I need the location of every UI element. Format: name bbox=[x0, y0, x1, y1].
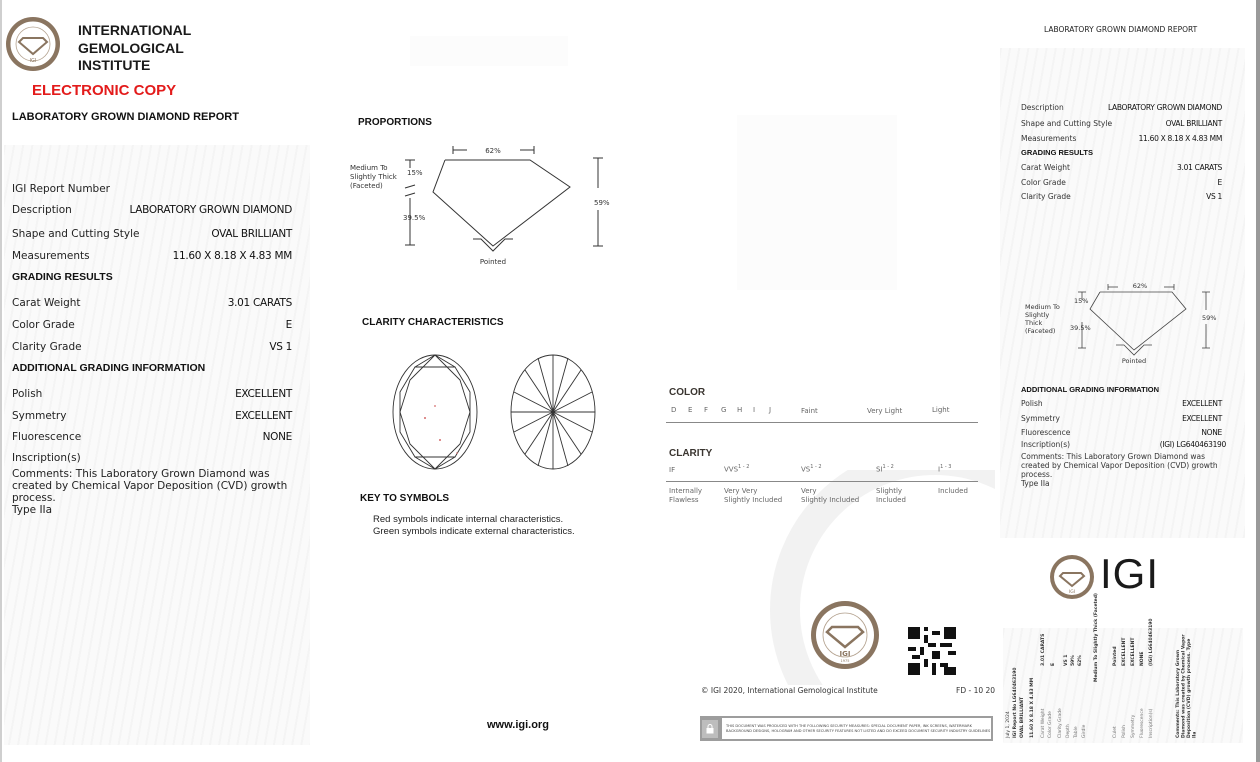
clarity-plot-diagrams bbox=[390, 350, 610, 475]
igi-wordmark: IGI bbox=[1100, 550, 1160, 597]
right-culet-label: Pointed bbox=[1121, 357, 1147, 365]
row-polish bbox=[12, 388, 292, 400]
code: I bbox=[938, 465, 941, 474]
qr-code[interactable] bbox=[908, 627, 956, 675]
right-girdle-line-3: Thick bbox=[1025, 319, 1043, 327]
right-girdle-line-2: Slightly bbox=[1025, 311, 1050, 319]
value: NONE bbox=[1201, 428, 1222, 437]
line: Internally bbox=[669, 487, 703, 495]
right-girdle-line-1: Medium To bbox=[1025, 303, 1060, 311]
wallet-label-table: Table bbox=[1074, 726, 1079, 738]
value: NONE bbox=[262, 431, 292, 443]
label: Fluorescence bbox=[12, 431, 82, 443]
clarity-desc-si bbox=[876, 487, 906, 504]
svg-text:IGI: IGI bbox=[1068, 590, 1076, 595]
svg-text:IGI: IGI bbox=[29, 58, 37, 64]
row-carat bbox=[12, 297, 292, 309]
value: EXCELLENT bbox=[235, 410, 292, 422]
line: Slightly Included bbox=[801, 495, 860, 504]
label: Color Grade bbox=[12, 319, 75, 331]
clarity-scale-divider bbox=[666, 481, 978, 482]
clarity-characteristics-heading: CLARITY CHARACTERISTICS bbox=[362, 317, 504, 328]
color-grade-d: D bbox=[671, 406, 677, 414]
page-left-edge bbox=[0, 0, 2, 762]
sup: 1 - 2 bbox=[882, 464, 894, 470]
row-description bbox=[12, 204, 292, 216]
value: 3.01 CARATS bbox=[227, 297, 292, 309]
right-depth-percent: 59% bbox=[1202, 314, 1217, 322]
table-percent: 62% bbox=[485, 147, 501, 155]
value: OVAL BRILLIANT bbox=[211, 228, 292, 240]
value: OVAL BRILLIANT bbox=[1165, 119, 1222, 128]
code: VS bbox=[801, 465, 811, 474]
wallet-value-color: E bbox=[1051, 662, 1056, 666]
wallet-value-culet: Pointed bbox=[1113, 646, 1118, 666]
pavilion-percent: 39.5% bbox=[403, 214, 426, 222]
inclusion-markers bbox=[424, 405, 458, 454]
label: Carat Weight bbox=[12, 297, 81, 309]
right-row-symmetry bbox=[1021, 414, 1222, 423]
inscriptions-label: Inscription(s) bbox=[12, 452, 81, 464]
row-fluorescence bbox=[12, 431, 292, 443]
label: Polish bbox=[1021, 399, 1043, 408]
code: IF bbox=[669, 466, 676, 474]
label: Description bbox=[1021, 103, 1064, 112]
value: EXCELLENT bbox=[235, 388, 292, 400]
line: Included bbox=[938, 487, 968, 495]
label: Shape and Cutting Style bbox=[1021, 119, 1113, 128]
line: Slightly Included bbox=[724, 495, 783, 504]
label: Color Grade bbox=[1021, 178, 1066, 187]
clarity-desc-i bbox=[938, 487, 968, 496]
right-pavilion-percent: 39.5% bbox=[1070, 324, 1091, 332]
value: (IGI) LG640463190 bbox=[1159, 440, 1226, 449]
key-green-line: Green symbols indicate external characteristics. bbox=[373, 526, 575, 537]
culet-label: Pointed bbox=[479, 258, 507, 266]
wallet-value-symmetry: EXCELLENT bbox=[1131, 637, 1136, 666]
wallet-label-polish: Polish bbox=[1122, 724, 1127, 738]
right-crown-percent: 15% bbox=[1074, 297, 1089, 305]
row-color bbox=[12, 319, 292, 331]
key-red-line: Red symbols indicate internal characteristics. bbox=[373, 514, 564, 525]
form-code: FD - 10 20 bbox=[956, 686, 996, 695]
additional-grading-heading: ADDITIONAL GRADING INFORMATION bbox=[12, 362, 206, 374]
label: Carat Weight bbox=[1021, 163, 1070, 172]
value: LABORATORY GROWN DIAMOND bbox=[129, 204, 292, 216]
value: E bbox=[1217, 178, 1222, 187]
color-grade-i: I bbox=[753, 406, 756, 414]
wallet-label-fluorescence: Fluorescence bbox=[1140, 708, 1145, 738]
report-number-redacted bbox=[410, 36, 568, 66]
value: 11.60 X 8.18 X 4.83 MM bbox=[172, 250, 292, 262]
wallet-comments: Comments: This Laboratory Grown Diamond was created by Chemical Vapor Deposition (CVD) growth process. Type IIa bbox=[1176, 634, 1198, 738]
wallet-value-carat: 3.01 CARATS bbox=[1041, 633, 1046, 666]
label: Measurements bbox=[12, 250, 90, 262]
wallet-value-girdle: Medium To Slightly Thick (Faceted) bbox=[1094, 593, 1099, 682]
wallet-value-inscriptions: (IGI) LG640463190 bbox=[1149, 618, 1154, 666]
girdle-line-1: Medium To bbox=[350, 164, 388, 172]
right-proportions-diagram bbox=[1020, 278, 1230, 368]
label: Clarity Grade bbox=[12, 341, 82, 353]
comments bbox=[12, 468, 297, 516]
photo-redacted bbox=[737, 115, 897, 290]
clarity-grade-i bbox=[938, 464, 951, 473]
security-notice-bar bbox=[700, 716, 993, 741]
code: VVS bbox=[724, 465, 739, 474]
wallet-label-clarity: Clarity Grade bbox=[1058, 708, 1063, 738]
color-scale-divider bbox=[666, 422, 978, 423]
label: Polish bbox=[12, 388, 43, 400]
label: Measurements bbox=[1021, 134, 1077, 143]
sup: 1 - 2 bbox=[738, 464, 750, 470]
clarity-grade-vvs bbox=[724, 464, 749, 473]
wallet-label-inscriptions: Inscription(s) bbox=[1149, 708, 1154, 738]
right-row-shape bbox=[1021, 119, 1222, 128]
clarity-desc-vs bbox=[801, 487, 859, 504]
crown-percent: 15% bbox=[407, 169, 423, 177]
wallet-label-culet: Culet bbox=[1113, 726, 1118, 738]
sup: 1 - 3 bbox=[940, 464, 952, 470]
color-grade-g: G bbox=[721, 406, 727, 414]
wallet-label-symmetry: Symmetry bbox=[1131, 714, 1136, 738]
label: Symmetry bbox=[12, 410, 67, 422]
wallet-value-polish: EXCELLENT bbox=[1122, 637, 1127, 666]
value: VS 1 bbox=[1206, 192, 1222, 201]
color-range-faint: Faint bbox=[801, 407, 818, 415]
right-table-percent: 62% bbox=[1132, 282, 1148, 290]
line: Very bbox=[801, 487, 817, 495]
label: Fluorescence bbox=[1021, 428, 1071, 437]
value: EXCELLENT bbox=[1182, 414, 1222, 423]
line: Included bbox=[876, 495, 906, 504]
wallet-label-girdle: Girdle bbox=[1082, 724, 1087, 738]
wallet-date: July 1, 2024 bbox=[1006, 711, 1011, 738]
clarity-desc-if bbox=[669, 487, 702, 504]
color-grade-j: J bbox=[769, 406, 772, 414]
clarity-grade-si bbox=[876, 464, 894, 473]
security-notice-text: THIS DOCUMENT WAS PRODUCED WITH THE FOLLOWING SECURITY MEASURES: SPECIAL DOCUMENT PAPER, INK SCREENS, WATERMARK BACKGROUND DESIGNS, HOLOGRAM AND OTHER SECURITY FEATURES NOT LISTED AND DO EXCEED DOCUMENT SECURITY INDUSTRY GUIDELINES bbox=[722, 718, 991, 739]
copyright-text: © IGI 2020, International Gemological Institute bbox=[701, 686, 878, 695]
color-grade-e: E bbox=[688, 406, 693, 414]
line: Slightly bbox=[876, 487, 903, 495]
wallet-value-clarity: VS 1 bbox=[1064, 654, 1069, 666]
page-scrollbar[interactable] bbox=[1256, 0, 1260, 762]
right-row-carat bbox=[1021, 163, 1222, 172]
svg-text:1975: 1975 bbox=[840, 659, 850, 663]
wallet-label-color: Color Grade bbox=[1048, 711, 1053, 738]
code: SI bbox=[876, 465, 883, 474]
label: Clarity Grade bbox=[1021, 192, 1071, 201]
report-number-label: IGI Report Number bbox=[12, 183, 110, 195]
row-measurements bbox=[12, 250, 292, 262]
right-report-title: LABORATORY GROWN DIAMOND REPORT bbox=[1044, 25, 1198, 34]
value: LABORATORY GROWN DIAMOND bbox=[1107, 103, 1222, 112]
institute-line-2: GEMOLOGICAL bbox=[78, 39, 184, 56]
key-to-symbols-text bbox=[373, 514, 575, 538]
diamond-type: Type IIa bbox=[12, 504, 53, 516]
institute-name bbox=[78, 22, 191, 75]
right-row-polish bbox=[1021, 399, 1222, 408]
right-grading-results-heading: GRADING RESULTS bbox=[1021, 148, 1093, 157]
clarity-grade-if bbox=[669, 466, 675, 474]
wallet-measurements: 11.60 X 8.18 X 4.83 MM bbox=[1030, 677, 1035, 738]
row-symmetry bbox=[12, 410, 292, 422]
line: Flawless bbox=[669, 495, 699, 504]
depth-percent: 59% bbox=[594, 199, 610, 207]
svg-text:IGI: IGI bbox=[839, 650, 851, 658]
right-row-fluorescence bbox=[1021, 428, 1222, 437]
igi-seal-large bbox=[810, 600, 880, 670]
proportions-heading: PROPORTIONS bbox=[358, 117, 432, 128]
label: Description bbox=[12, 204, 72, 216]
sup: 1 - 2 bbox=[810, 464, 822, 470]
institute-line-1: INTERNATIONAL bbox=[78, 22, 192, 38]
electronic-copy-label: ELECTRONIC COPY bbox=[32, 82, 177, 99]
grading-results-heading: GRADING RESULTS bbox=[12, 271, 113, 283]
color-range-light: Light bbox=[932, 406, 950, 414]
document-lock-icon bbox=[702, 720, 718, 738]
right-comments-text: Comments: This Laboratory Grown Diamond was created by Chemical Vapor Deposition (CVD) growth process. bbox=[1021, 452, 1218, 479]
website-link[interactable]: www.igi.org bbox=[487, 719, 549, 731]
igi-seal-logo bbox=[5, 16, 61, 72]
row-clarity bbox=[12, 341, 292, 353]
value: E bbox=[285, 319, 292, 331]
right-diamond-type: Type IIa bbox=[1021, 479, 1050, 488]
clarity-desc-vvs bbox=[724, 487, 782, 504]
right-row-clarity bbox=[1021, 192, 1222, 201]
right-girdle-line-4: (Faceted) bbox=[1025, 327, 1056, 335]
right-row-description bbox=[1021, 103, 1222, 112]
report-title: LABORATORY GROWN DIAMOND REPORT bbox=[12, 111, 239, 123]
right-additional-heading: ADDITIONAL GRADING INFORMATION bbox=[1021, 385, 1160, 394]
girdle-line-3: (Faceted) bbox=[350, 182, 383, 190]
right-row-color bbox=[1021, 178, 1222, 187]
value: VS 1 bbox=[269, 341, 292, 353]
label: Symmetry bbox=[1021, 414, 1060, 423]
clarity-scale-heading: CLARITY bbox=[669, 448, 713, 459]
comments-text: Comments: This Laboratory Grown Diamond was created by Chemical Vapor Deposition (CVD) growth process. bbox=[12, 468, 288, 504]
value: EXCELLENT bbox=[1182, 399, 1222, 408]
wallet-report-no: IGI Report No LG640463190 bbox=[1013, 667, 1018, 738]
wallet-label-depth: Depth bbox=[1066, 724, 1071, 738]
wallet-value-fluorescence: NONE bbox=[1140, 651, 1145, 666]
color-range-very-light: Very Light bbox=[867, 407, 903, 415]
wallet-shape: OVAL BRILLIANT bbox=[1020, 696, 1025, 738]
color-scale-heading: COLOR bbox=[669, 387, 706, 398]
row-shape bbox=[12, 228, 292, 240]
label: Shape and Cutting Style bbox=[12, 228, 140, 240]
proportions-diagram bbox=[345, 140, 615, 270]
girdle-line-2: Slightly Thick bbox=[350, 173, 397, 181]
wallet-label-carat: Carat Weight bbox=[1041, 708, 1046, 738]
right-comments bbox=[1021, 452, 1226, 488]
wallet-value-table: 62% bbox=[1078, 655, 1083, 666]
wallet-value-depth: 59% bbox=[1071, 655, 1076, 666]
clarity-grade-vs bbox=[801, 464, 822, 473]
right-row-measurements bbox=[1021, 134, 1222, 143]
label: Inscription(s) bbox=[1021, 440, 1071, 449]
institute-line-3: INSTITUTE bbox=[78, 57, 151, 73]
color-grade-h: H bbox=[737, 406, 743, 414]
value: 11.60 X 8.18 X 4.83 MM bbox=[1138, 134, 1222, 143]
color-grade-f: F bbox=[704, 406, 709, 414]
igi-seal-small bbox=[1049, 554, 1095, 600]
value: 3.01 CARATS bbox=[1177, 163, 1222, 172]
key-to-symbols-heading: KEY TO SYMBOLS bbox=[360, 493, 450, 504]
right-row-inscriptions bbox=[1021, 440, 1226, 449]
line: Very Very bbox=[724, 487, 758, 495]
